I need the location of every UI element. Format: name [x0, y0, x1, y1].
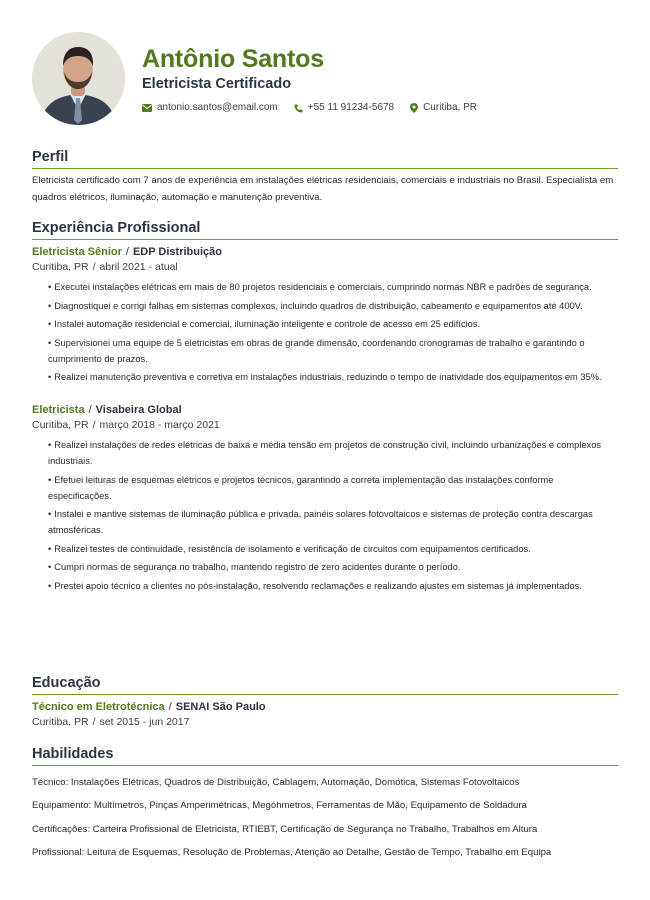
list-item: • Cumpri normas de segurança no trabalho, mantendo registro de zero acidentes durante o período. — [48, 562, 461, 572]
contact-email[interactable] — [142, 101, 278, 115]
section-heading: Perfil — [32, 148, 618, 169]
job-heading — [32, 245, 618, 260]
education-section — [32, 674, 618, 730]
job-role: Eletricista — [32, 404, 85, 416]
candidate-title: Eletricista Certificado — [142, 76, 292, 92]
resume-header — [32, 32, 618, 126]
list-item: • Realizei testes de continuidade, resistência de isolamento e verificação de circuitos com equipamentos certificados. — [48, 543, 531, 554]
separator: / — [168, 701, 172, 713]
location-pin-icon — [410, 103, 418, 113]
job-entry — [32, 403, 618, 594]
profile-text: Eletricista certificado com 7 anos de experiência em instalações elétricas residenciais, comerciais e industriais no Brasil. Especialista em quadros elétricos, iluminação, automação e manutenção preventiva. — [32, 175, 614, 203]
skill-line: Profissional: Leitura de Esquemas, Resolução de Problemas, Atenção ao Detalhe, Gestão de Tempo, Trabalho em Equipa — [32, 847, 552, 858]
separator: / — [88, 404, 92, 416]
job-meta — [32, 260, 618, 275]
job-bullets — [32, 279, 618, 385]
job-meta — [32, 418, 618, 433]
list-item: • Executei instalações elétricas em mais de 80 projetos residenciais e comerciais, cumprindo normas NBR e padrões de segurança. — [48, 282, 592, 292]
separator: / — [92, 261, 96, 273]
school: SENAI São Paulo — [175, 701, 266, 713]
email-text[interactable]: antonio.santos@email.com — [157, 102, 278, 113]
phone-icon — [294, 104, 303, 113]
list-item: • Diagnostiquei e corrigi falhas em sistemas complexos, incluindo quadros de distribuição, cabeamento e equipamentos até 400V. — [48, 300, 583, 311]
contact-location — [410, 101, 477, 115]
list-item: • Realizei manutenção preventiva e corretiva em instalações industriais, reduzindo o tempo de inatividade dos equipamentos em 35%. — [48, 372, 602, 382]
phone-text[interactable]: +55 11 91234-5678 — [307, 102, 395, 113]
section-heading: Habilidades — [32, 745, 618, 766]
job-role: Eletricista Sênior — [32, 246, 122, 258]
skill-line: Equipamento: Multímetros, Pinças Amperimétricas, Megóhmetros, Ferramentas de Mão, Equipamento de Soldadura — [32, 800, 527, 811]
education-heading — [32, 700, 618, 715]
header-info — [142, 44, 618, 115]
avatar — [32, 32, 125, 125]
separator: / — [125, 246, 129, 258]
job-company: Visabeira Global — [95, 404, 182, 416]
job-period: março 2018 - março 2021 — [99, 419, 220, 431]
list-item: • Supervisionei uma equipe de 5 eletricistas em obras de grande dimensão, coordenando cronogramas de trabalho e garantindo o cumprimento de prazos. — [48, 337, 585, 364]
section-heading: Experiência Profissional — [32, 219, 618, 240]
education-meta — [32, 715, 618, 730]
candidate-name: Antônio Santos — [142, 45, 324, 73]
job-company: EDP Distribuição — [132, 246, 222, 258]
job-bullets — [32, 437, 618, 594]
education-period: set 2015 - jun 2017 — [99, 716, 190, 728]
job-location: Curitiba, PR — [32, 261, 89, 273]
profile-section — [32, 148, 618, 206]
skills-section — [32, 745, 618, 860]
experience-section — [32, 219, 618, 596]
location-text: Curitiba, PR — [423, 102, 477, 113]
skill-line: Técnico: Instalações Elétricas, Quadros de Distribuição, Cablagem, Automação, Domótica, Sistemas Fotovoltaicos — [32, 776, 520, 788]
job-period: abril 2021 - atual — [99, 261, 178, 273]
job-location: Curitiba, PR — [32, 419, 89, 431]
job-entry — [32, 245, 618, 385]
separator: / — [92, 716, 96, 728]
degree: Técnico em Eletrotécnica — [32, 701, 165, 713]
list-item: • Instalei e mantive sistemas de iluminação pública e privada, painéis solares fotovoltaicos e sistemas de proteção contra descargas atmosféricas. — [48, 509, 593, 535]
job-heading — [32, 403, 618, 418]
email-icon — [142, 104, 152, 112]
list-item: • Efetuei leituras de esquemas elétricos e projetos técnicos, garantindo a correta implementação das instalações conforme especificações. — [48, 474, 554, 501]
section-heading: Educação — [32, 674, 618, 695]
education-location: Curitiba, PR — [32, 716, 89, 728]
list-item: • Realizei instalações de redes elétricas de baixa e média tensão em projetos de construção civil, incluindo urbanizações e complexos industriais. — [48, 440, 602, 466]
contact-row — [142, 101, 618, 115]
contact-phone[interactable] — [294, 101, 394, 115]
separator: / — [92, 419, 96, 431]
skill-line: Certificações: Carteira Profissional de Eletricista, RTIEBT, Certificação de Segurança no Trabalho, Trabalhos em Altura — [32, 823, 538, 835]
list-item: • Instalei automação residencial e comercial, iluminação inteligente e controle de acesso em 25 edifícios. — [48, 319, 481, 329]
list-item: • Prestei apoio técnico a clientes no pós-instalação, resolvendo reclamações e realizando ajustes em sistemas já implementados. — [48, 580, 582, 591]
